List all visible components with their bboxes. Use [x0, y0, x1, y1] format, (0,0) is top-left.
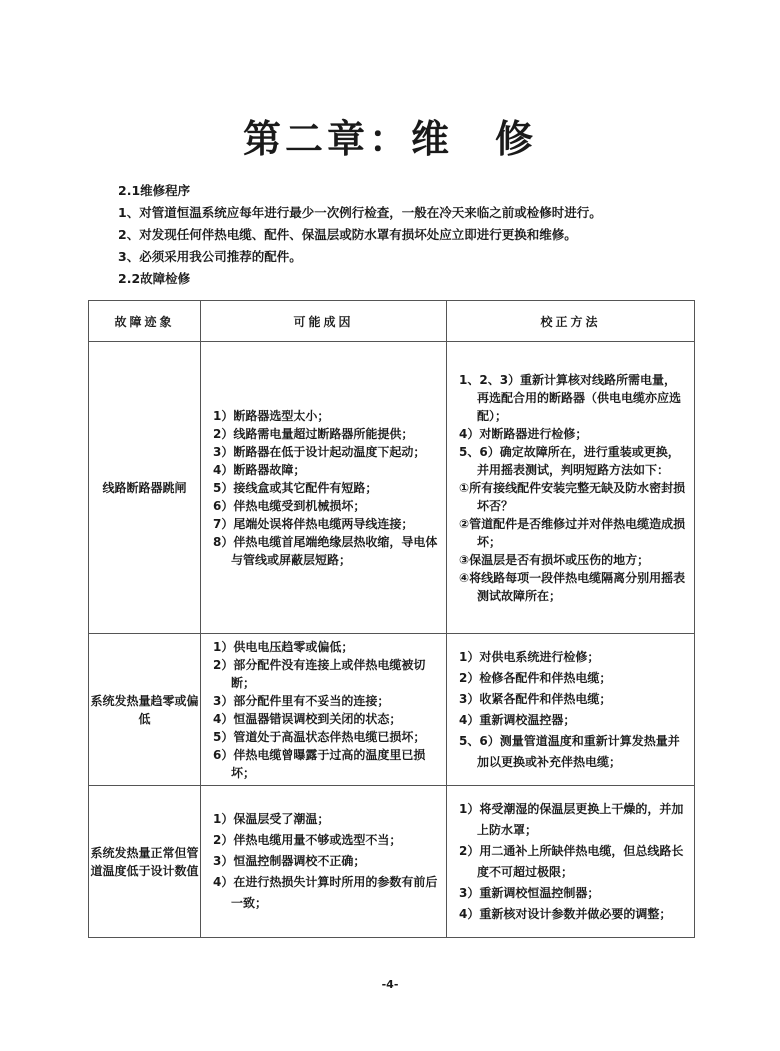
- fix-item: ①所有接线配件安装完整无缺及防水密封损坏否？: [459, 480, 686, 513]
- cause-item: 3）断路器在低于设计起动温度下起动；: [213, 444, 426, 459]
- cause-item: 8）伴热电缆首尾端绝缘层热收缩，导电体与管线或屏蔽层短路；: [213, 534, 438, 567]
- cause-item: 1）断路器选型太小；: [213, 408, 330, 423]
- fix-item: 1）将受潮湿的保温层更换上干燥的，并加上防水罩；: [459, 801, 684, 837]
- chapter-title: 第二章：维 修: [242, 117, 537, 161]
- page-number: -4-: [381, 978, 399, 991]
- fix-cell: [447, 342, 695, 634]
- cause-cell: [201, 786, 447, 938]
- cause-item: 2）伴热电缆用量不够或选型不当；: [213, 833, 402, 847]
- cause-item: 2）部分配件没有连接上或伴热电缆被切断；: [213, 657, 426, 690]
- table-row: [89, 342, 695, 634]
- section-heading-maintenance-procedure: 2.1维修程序: [118, 183, 191, 198]
- fix-item: ④将线路每项一段伴热电缆隔离分别用摇表测试故障所在；: [459, 570, 686, 603]
- fix-cell: [447, 634, 695, 786]
- fix-item: 2）检修各配件和伴热电缆；: [459, 670, 612, 685]
- table-row: [89, 634, 695, 786]
- fix-item: ③保温层是否有损坏或压伤的地方；: [459, 552, 650, 567]
- cause-item: 4）恒温器错误调校到关闭的状态；: [213, 711, 402, 726]
- cause-item: 4）在进行热损失计算时所用的参数有前后一致；: [213, 875, 438, 910]
- fix-item: 4）重新调校温控器；: [459, 712, 576, 727]
- cause-item: 5）接线盒或其它配件有短路；: [213, 480, 378, 495]
- troubleshooting-table: [88, 300, 695, 938]
- cause-item: 6）伴热电缆受到机械损坏；: [213, 498, 366, 513]
- table-row: [89, 786, 695, 938]
- fix-item: 1、2、3）重新计算核对线路所需电量，再选配合用的断路器（供电电缆亦应选配）；: [459, 372, 682, 423]
- header-symptom: 故障迹象: [89, 301, 201, 342]
- cause-item: 1）保温层受了潮温；: [213, 812, 330, 826]
- symptom-cell: 线路断路器跳闸: [89, 342, 201, 634]
- cause-item: 5）管道处于高温状态伴热电缆已损坏；: [213, 729, 426, 744]
- cause-item: 6）伴热电缆曾曝露于过高的温度里已损坏；: [213, 747, 426, 780]
- cause-item: 1）供电电压趋零或偏低；: [213, 639, 354, 654]
- fix-item: 4）对断路器进行检修；: [459, 426, 588, 441]
- cause-item: 4）断路器故障；: [213, 462, 306, 477]
- cause-cell: [201, 342, 447, 634]
- fix-item: 5、6）确定故障所在，进行重装或更换，并用摇表测试，判明短路方法如下：: [459, 444, 680, 477]
- fix-cell: [447, 786, 695, 938]
- section-heading-troubleshooting: 2.2故障检修: [118, 271, 191, 286]
- fix-item: 5、6）测量管道温度和重新计算发热量并加以更换或补充伴热电缆；: [459, 733, 680, 769]
- fix-item: ②管道配件是否维修过并对伴热电缆造成损坏；: [459, 516, 686, 549]
- cause-item: 3）恒温控制器调校不正确；: [213, 854, 366, 868]
- cause-item: 2）线路需电量超过断路器所能提供；: [213, 426, 414, 441]
- procedure-item: 2、对发现任何伴热电缆、配件、保温层或防水罩有损坏处应立即进行更换和维修。: [118, 227, 577, 242]
- table-header-row: [89, 301, 695, 342]
- header-cause: 可能成因: [201, 301, 447, 342]
- cause-cell: [201, 634, 447, 786]
- fix-item: 3）收紧各配件和伴热电缆；: [459, 691, 612, 706]
- fix-item: 2）用二通补上所缺伴热电缆，但总线路长度不可超过极限；: [459, 843, 684, 879]
- intro-section: [118, 180, 602, 290]
- cause-item: 7）尾端处误将伴热电缆两导线连接；: [213, 516, 414, 531]
- fix-item: 4）重新核对设计参数并做必要的调整；: [459, 906, 672, 921]
- fix-item: 3）重新调校恒温控制器；: [459, 885, 600, 900]
- fix-item: 1）对供电系统进行检修；: [459, 649, 600, 664]
- symptom-cell: 系统发热量趋零或偏低: [89, 634, 201, 786]
- cause-item: 3）部分配件里有不妥当的连接；: [213, 693, 390, 708]
- procedure-item: 1、对管道恒温系统应每年进行最少一次例行检查，一般在冷天来临之前或检修时进行。: [118, 205, 602, 220]
- symptom-cell: 系统发热量正常但管道温度低于设计数值: [89, 786, 201, 938]
- procedure-item: 3、必须采用我公司推荐的配件。: [118, 249, 302, 264]
- header-fix: 校正方法: [447, 301, 695, 342]
